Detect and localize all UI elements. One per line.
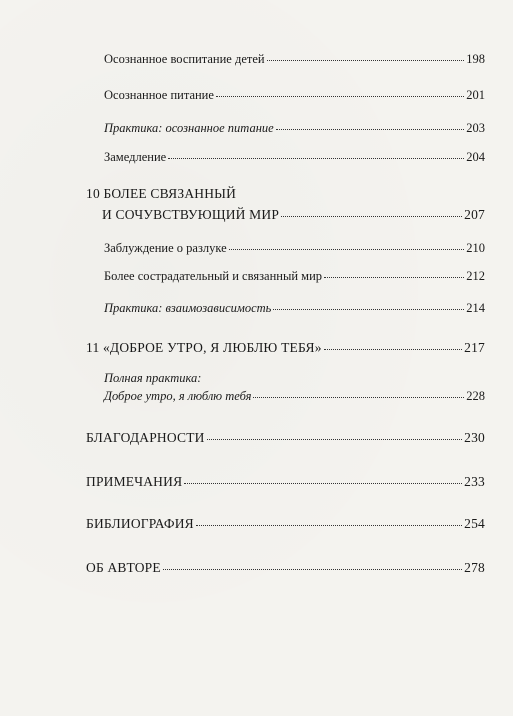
toc-leader-dots [163,569,462,570]
toc-entry [104,389,485,404]
toc-leader-dots [267,60,465,61]
toc-page-number: 228 [466,389,485,403]
toc-chapter-title: БЛАГОДАРНОСТИ [86,430,205,445]
toc-leader-dots [196,525,462,526]
toc-page-number: 278 [464,560,485,575]
toc-leader-dots [276,129,465,130]
toc-entry [104,150,485,165]
toc-entry [104,301,485,316]
toc-entry-title: Осознанное питание [104,88,214,102]
toc-entry-title-line: Полная практика: [104,371,202,385]
toc-leader-dots [324,349,463,350]
toc-entry-title: Более сострадательный и связанный мир [104,269,323,283]
toc-chapter-title: 11 «ДОБРОЕ УТРО, Я ЛЮБЛЮ ТЕБЯ» [86,340,322,355]
toc-entry [104,88,485,103]
toc-entry [104,269,485,284]
toc-page-number: 254 [464,516,485,531]
toc-chapter [86,560,485,576]
toc-page-number: 210 [466,241,485,255]
toc-page-number: 198 [466,52,485,66]
toc-chapter [86,340,485,356]
toc-chapter [86,430,485,446]
toc-page-number: 214 [466,301,485,315]
toc-chapter-title: И СОЧУВСТВУЮЩИЙ МИР [102,207,280,222]
toc-chapter-title: БИБЛИОГРАФИЯ [86,516,194,531]
toc-page-number: 212 [466,269,485,283]
toc-page-number: 233 [464,474,485,489]
toc-entry-title: Практика: осознанное питание [104,121,274,135]
toc-leader-dots [281,216,462,217]
toc-entry-title: Замедление [104,150,167,164]
toc-chapter [86,516,485,532]
toc-page-number: 230 [464,430,485,445]
toc-leader-dots [229,249,465,250]
toc-entry-title: Практика: взаимозависимость [104,301,272,315]
toc-chapter-title: ПРИМЕЧАНИЯ [86,474,183,489]
toc-chapter [86,207,485,223]
toc-leader-dots [168,158,464,159]
toc-entry [104,121,485,136]
toc-page-number: 207 [464,207,485,222]
toc-entry [104,52,485,67]
toc-page-number: 201 [466,88,485,102]
toc-entry [104,241,485,256]
toc-chapter-title: ОБ АВТОРЕ [86,560,161,575]
toc-page-number: 204 [466,150,485,164]
toc-leader-dots [253,397,464,398]
toc-leader-dots [273,309,464,310]
toc-chapter-title-line: 10 БОЛЕЕ СВЯЗАННЫЙ [86,186,237,201]
toc-entry-title: Заблуждение о разлуке [104,241,227,255]
toc-chapter [86,474,485,490]
toc-page-number: 203 [466,121,485,135]
toc-leader-dots [207,439,463,440]
toc-entry-title: Доброе утро, я люблю тебя [104,389,252,403]
toc-entry-title: Осознанное воспитание детей [104,52,265,66]
toc-leader-dots [324,277,464,278]
toc-leader-dots [184,483,462,484]
toc-page-number: 217 [464,340,485,355]
toc-leader-dots [216,96,464,97]
